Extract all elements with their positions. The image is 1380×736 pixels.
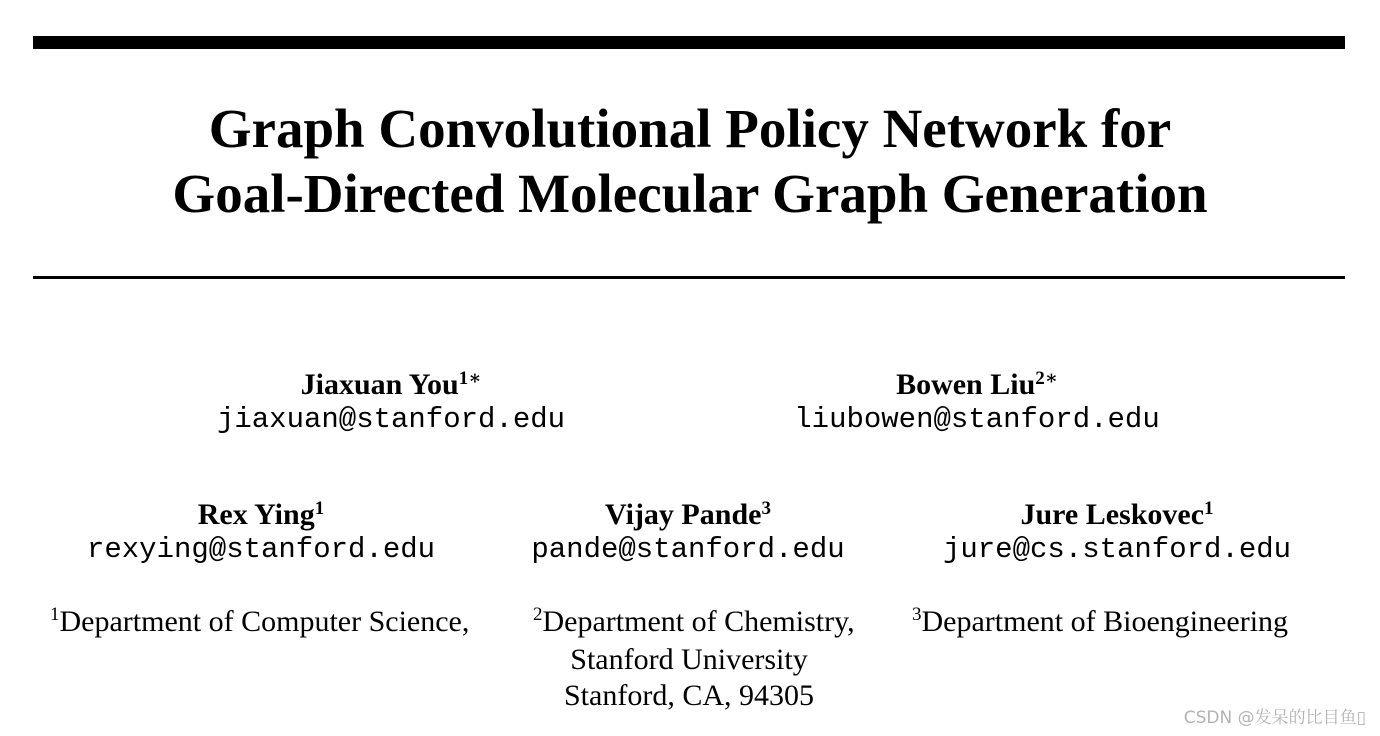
author-email: pande@stanford.edu	[531, 533, 845, 566]
title-line-2: Goal-Directed Molecular Graph Generation	[172, 163, 1208, 224]
affiliation-mark: 3	[912, 604, 922, 625]
author-block	[87, 498, 435, 568]
author-block	[794, 368, 1159, 438]
affiliation-bioengineering: $^3$Department of Bioengineering	[912, 604, 1289, 638]
author-name: Jure Leskovec$^1$	[1020, 498, 1214, 531]
top-rule	[33, 36, 1345, 49]
author-email: jure@cs.stanford.edu	[942, 533, 1292, 566]
affiliation-mark: 1	[1204, 498, 1214, 519]
affiliation-mark: 2	[1035, 368, 1045, 389]
title-line-1: Graph Convolutional Policy Network for	[208, 98, 1172, 159]
institution-name: Stanford University	[570, 643, 808, 676]
equal-contribution-mark: ∗	[1044, 368, 1058, 389]
institution-address	[0, 642, 1379, 714]
affiliation-mark: 1	[314, 498, 325, 519]
bottom-rule	[33, 276, 1345, 279]
author-name: Jiaxuan You$^{1∗}$	[300, 368, 482, 401]
author-email: jiaxuan@stanford.edu	[216, 403, 566, 436]
author-name: Rex Ying$^1$	[197, 498, 325, 531]
author-block	[943, 498, 1291, 568]
author-block	[217, 368, 565, 438]
equal-contribution-mark: ∗	[468, 368, 482, 389]
affiliation-mark: 1	[50, 604, 60, 625]
affiliation-computer-science: $^1$Department of Computer Science,	[50, 604, 470, 638]
city-address: Stanford, CA, 94305	[564, 679, 814, 712]
author-name: Bowen Liu$^{2∗}$	[896, 368, 1058, 401]
author-email: liubowen@stanford.edu	[794, 403, 1160, 436]
affiliation-chemistry: $^2$Department of Chemistry,	[533, 604, 855, 638]
affiliation-mark: 2	[533, 604, 543, 625]
affiliation-mark: 3	[761, 498, 771, 519]
author-block	[531, 498, 844, 568]
author-email: rexying@stanford.edu	[86, 533, 436, 566]
affiliation-mark: 1	[458, 368, 469, 389]
author-name: Vijay Pande$^3$	[605, 498, 771, 531]
paper-title	[0, 96, 1380, 226]
csdn-watermark: CSDN @发呆的比目鱼▯	[1183, 708, 1366, 728]
